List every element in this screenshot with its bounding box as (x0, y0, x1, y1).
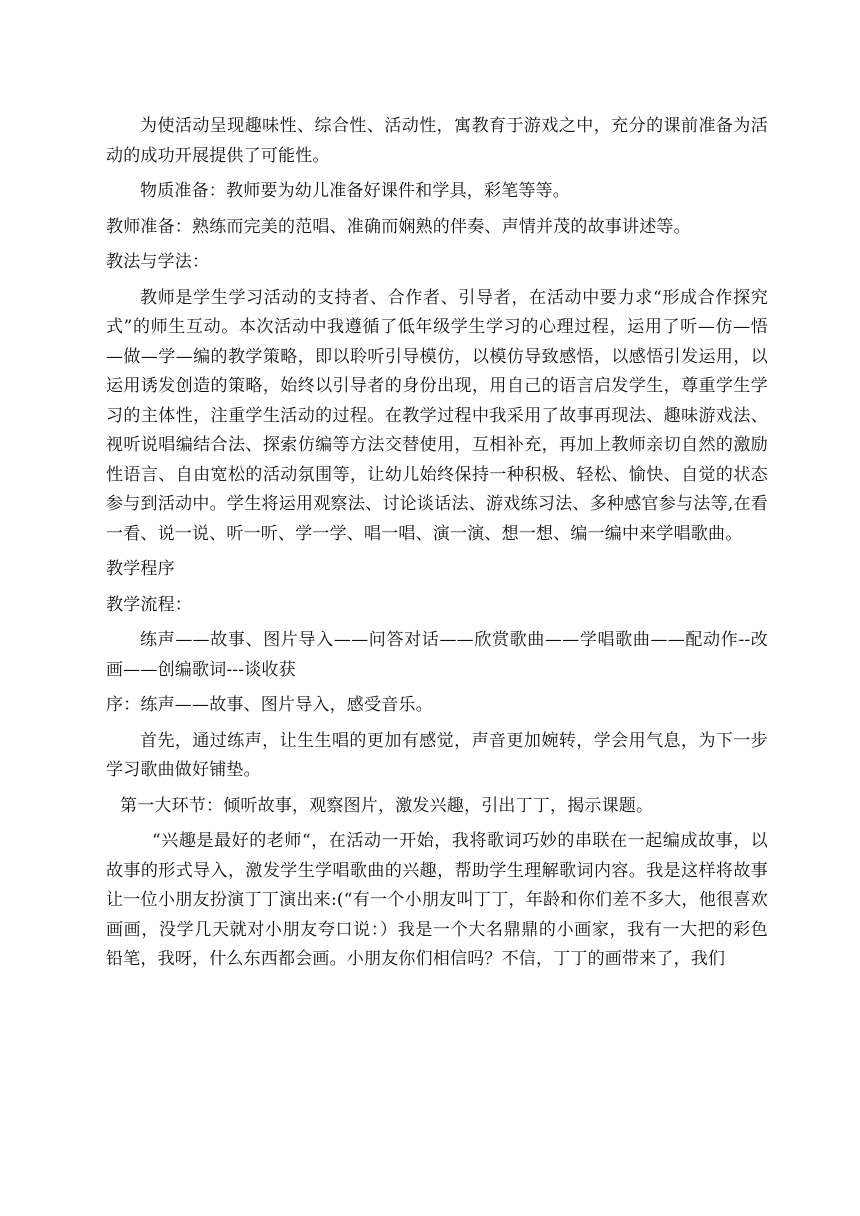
paragraph-interest-story: “兴趣是最好的老师“，在活动一开始，我将歌词巧妙的串联在一起编成故事，以故事的形式导入，激发学生学唱歌曲的兴趣，帮助学生理解歌词内容。我是这样将故事让一位小朋友扮演丁丁演出来:(“有一个小朋友叫丁丁，年龄和你们差不多大，他很喜欢画画，没学几天就对小朋友夸口说：）我是一个大名鼎鼎的小画家，我有一大把的彩色铅笔，我呀，什么东西都会画。小朋友你们相信吗？不信，丁丁的画带来了，我们 (106, 831, 768, 969)
paragraph-teacher-prep: 教师准备：熟练而完美的范唱、准确而娴熟的伴奏、声情并茂的故事讲述等。 (106, 216, 691, 237)
heading-methods: 教法与学法： (106, 252, 210, 272)
heading-teaching-procedure: 教学程序 (106, 559, 175, 579)
paragraph-prelude: 序：练声——故事、图片导入，感受音乐。 (106, 695, 433, 715)
heading-first-section: 第一大环节：倾听故事，观察图片，激发兴趣，引出丁丁，揭示课题。 (120, 795, 654, 816)
paragraph-first-step: 首先，通过练声，让生生唱的更加有感觉，声音更加婉转，学会用气息，为下一步学习歌曲做好铺垫。 (106, 730, 768, 780)
paragraph-methods-body: 教师是学生学习活动的支持者、合作者、引导者，在活动中要力求“形成合作探究式”的师生互动。本次活动中我遵循了低年级学生学习的心理过程，运用了听—仿—悟—做—学—编的教学策略，即以聆听引导模仿，以模仿导致感悟，以感悟引发运用，以运用诱发创造的策略，始终以引导者的身份出现，用自己的语言启发学生，尊重学生学习的主体性，注重学生活动的过程。在教学过程中我采用了故事再现法、趣味游戏法、视听说唱编结合法、探索仿编等方法交替使用，互相补充，再加上教师亲切自然的激励性语言、自由宽松的活动氛围等，让幼儿始终保持一种积极、轻松、愉快、自觉的状态参与到活动中。学生将运用观察法、讨论谈话法、游戏练习法、多种感官参与法等,在看一看、说一说、听一听、学一学、唱一唱、演一演、想一想、编一编中来学唱歌曲。 (106, 287, 768, 544)
heading-teaching-flow: 教学流程： (106, 594, 192, 615)
paragraph-intro: 为使活动呈现趣味性、综合性、活动性，寓教育于游戏之中，充分的课前准备为活动的成功开展提供了可能性。 (106, 116, 768, 166)
document-body (106, 112, 768, 981)
paragraph-flow-steps: 练声——故事、图片导入——问答对话——欣赏歌曲——学唱歌曲——配动作--改画——创编歌词---谈收获 (106, 630, 768, 680)
paragraph-material-prep: 物质准备：教师要为幼儿准备好课件和学具，彩笔等等。 (140, 181, 570, 201)
